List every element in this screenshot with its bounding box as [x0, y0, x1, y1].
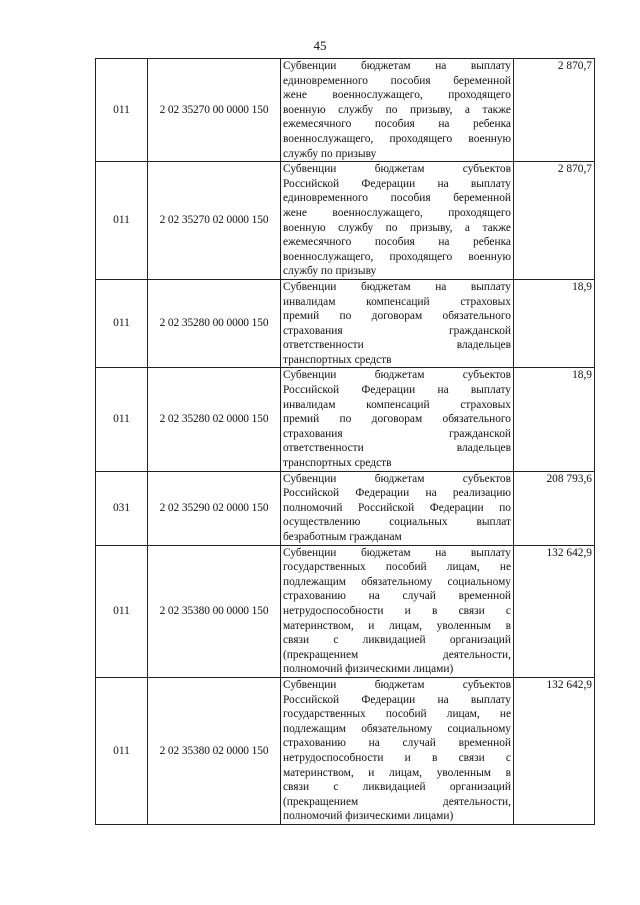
administrator-code-cell: 011 [96, 162, 148, 280]
description-line: подлежащим обязательному социальному [283, 575, 511, 588]
budget-classification-code-cell: 2 02 35380 00 0000 150 [148, 545, 281, 677]
budget-classification-code-cell: 2 02 35290 02 0000 150 [148, 471, 281, 545]
description-line: материнством, и лицам, уволенным в [283, 766, 511, 779]
description-line: (прекращением деятельности, [283, 648, 511, 661]
description-line: осуществлению социальных выплат [283, 516, 511, 529]
description-line: Субвенции бюджетам субъектов [283, 369, 511, 382]
description-line: связи с ликвидацией организаций [283, 634, 511, 647]
description-line: военную службу по призыву, а также [283, 103, 511, 116]
description-line: ответственности владельцев [283, 442, 511, 455]
description-line: единовременного пособия беременной [283, 192, 511, 205]
description-line: связи с ликвидацией организаций [283, 781, 511, 794]
table-row [96, 368, 595, 471]
administrator-code-cell: 011 [96, 279, 148, 368]
description-line: транспортных средств [283, 353, 392, 366]
description-line: нетрудоспособности и в связи с [283, 751, 511, 764]
description-line: жене военнослужащего, проходящего [283, 89, 511, 102]
description-line: страхования гражданской [283, 324, 511, 337]
description-line: страхованию на случай временной [283, 590, 511, 603]
administrator-code-cell: 011 [96, 545, 148, 677]
description-line: военнослужащего, проходящего военную [283, 250, 511, 263]
description-line: единовременного пособия беременной [283, 74, 511, 87]
table-row [96, 59, 595, 162]
description-line: ответственности владельцев [283, 339, 511, 352]
administrator-code-cell: 031 [96, 471, 148, 545]
amount-cell: 132 642,9 [514, 677, 595, 824]
description-line: полномочий Российской Федерации по [283, 501, 511, 514]
amount-cell: 208 793,6 [514, 471, 595, 545]
table-row [96, 162, 595, 280]
description-line: службу по призыву [283, 147, 377, 160]
amount-cell: 2 870,7 [514, 59, 595, 162]
income-description-cell [281, 59, 514, 162]
description-line: Субвенции бюджетам субъектов [283, 678, 511, 691]
description-line: Российской Федерации на реализацию [283, 487, 511, 500]
administrator-code-cell: 011 [96, 59, 148, 162]
description-line: государственных пособий лицам, не [283, 561, 511, 574]
description-line: материнством, и лицам, уволенным в [283, 619, 511, 632]
description-line: жене военнослужащего, проходящего [283, 206, 511, 219]
description-line: транспортных средств [283, 457, 392, 470]
description-line: Российской Федерации на выплату [283, 693, 511, 706]
description-line: (прекращением деятельности, [283, 795, 511, 808]
budget-classification-code-cell: 2 02 35280 00 0000 150 [148, 279, 281, 368]
description-line: Субвенции бюджетам субъектов [283, 472, 511, 485]
description-line: полномочий физическими лицами) [283, 810, 454, 823]
income-description-cell [281, 545, 514, 677]
amount-cell: 132 642,9 [514, 545, 595, 677]
income-description-cell [281, 279, 514, 368]
description-line: безработным гражданам [283, 531, 402, 543]
administrator-code-cell: 011 [96, 368, 148, 471]
table-body [96, 59, 595, 825]
description-line: инвалидам компенсаций страховых [283, 295, 511, 308]
description-line: Субвенции бюджетам на выплату [283, 60, 511, 72]
description-line: ежемесячного пособия на ребенка [283, 236, 511, 249]
description-line: инвалидам компенсаций страховых [283, 398, 511, 411]
income-description-cell [281, 677, 514, 824]
income-description-cell [281, 471, 514, 545]
income-description-cell [281, 162, 514, 280]
table-row [96, 545, 595, 677]
table-row [96, 677, 595, 824]
page-number: 45 [313, 38, 327, 53]
description-line: Субвенции бюджетам на выплату [283, 546, 511, 559]
description-line: службу по призыву [283, 265, 377, 278]
description-line: подлежащим обязательному социальному [283, 722, 511, 735]
description-line: ежемесячного пособия на ребенка [283, 118, 511, 131]
budget-income-table [95, 58, 595, 825]
budget-classification-code-cell: 2 02 35270 02 0000 150 [148, 162, 281, 280]
budget-classification-code-cell: 2 02 35280 02 0000 150 [148, 368, 281, 471]
description-line: премий по договорам обязательного [283, 310, 511, 323]
administrator-code-cell: 011 [96, 677, 148, 824]
budget-classification-code-cell: 2 02 35270 00 0000 150 [148, 59, 281, 162]
income-description-cell [281, 368, 514, 471]
budget-classification-code-cell: 2 02 35380 02 0000 150 [148, 677, 281, 824]
description-line: Российской Федерации на выплату [283, 384, 511, 397]
description-line: государственных пособий лицам, не [283, 708, 511, 721]
description-line: страхования гражданской [283, 427, 511, 440]
amount-cell: 18,9 [514, 368, 595, 471]
description-line: Субвенции бюджетам на выплату [283, 280, 511, 293]
description-line: военнослужащего, проходящего военную [283, 132, 511, 145]
description-line: нетрудоспособности и в связи с [283, 604, 511, 617]
description-line: страхованию на случай временной [283, 737, 511, 750]
description-line: Российской Федерации на выплату [283, 177, 511, 190]
amount-cell: 2 870,7 [514, 162, 595, 280]
description-line: премий по договорам обязательного [283, 413, 511, 426]
description-line: Субвенции бюджетам субъектов [283, 163, 511, 176]
amount-cell: 18,9 [514, 279, 595, 368]
description-line: военную службу по призыву, а также [283, 221, 511, 234]
table-row [96, 471, 595, 545]
description-line: полномочий физическими лицами) [283, 663, 454, 676]
table-row [96, 279, 595, 368]
